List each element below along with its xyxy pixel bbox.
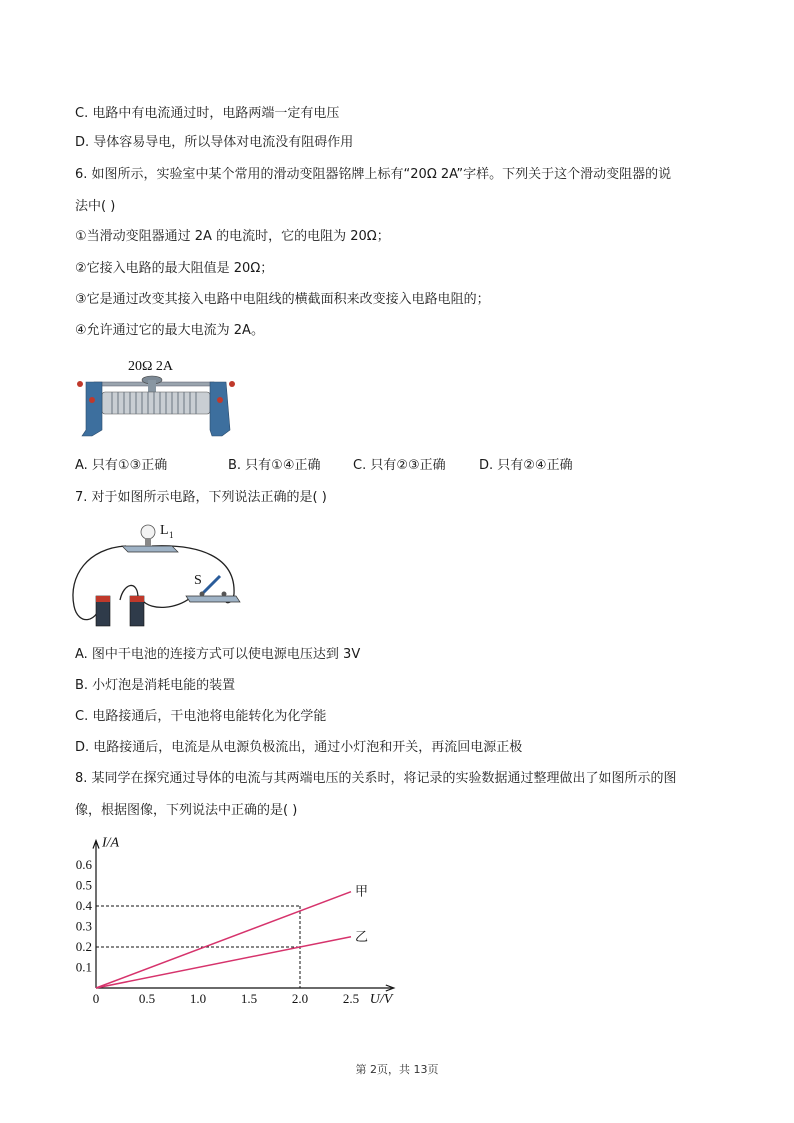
q6-option-a: A. 只有①③正确 [75, 458, 168, 473]
q7-option-c: C. 电路接通后，干电池将电能转化为化学能 [75, 709, 327, 724]
series-line [96, 937, 351, 988]
series-label: 甲 [355, 883, 369, 899]
iu-graph [60, 828, 393, 1008]
y-tick-label: 0.1 [75, 959, 92, 975]
lamp-label-subscript: 1 [169, 530, 174, 540]
q6-options [75, 458, 635, 474]
q6-option-b: B. 只有①④正确 [228, 458, 321, 473]
q6-statement-1: ①当滑动变阻器通过 2A 的电流时，它的电阻为 20Ω； [75, 229, 390, 244]
q6-stem-line2: 法中( ) [75, 199, 116, 214]
series-label: 乙 [355, 928, 369, 944]
circuit-figure [68, 516, 248, 636]
q6-option-d: D. 只有②④正确 [479, 458, 573, 473]
q7-option-d: D. 电路接通后，电流是从电源负极流出，通过小灯泡和开关，再流回电源正极 [75, 740, 523, 755]
page-footer: 第 2页，共 13页 [355, 1063, 439, 1076]
x-tick-label: 2.5 [342, 991, 360, 1006]
q6-statement-2: ②它接入电路的最大阻值是 20Ω； [75, 261, 274, 276]
x-tick-label: 0 [92, 991, 100, 1006]
y-axis-label: I/A [102, 835, 120, 851]
rheostat-figure [72, 352, 242, 442]
q7-stem: 7. 对于如图所示电路，下列说法正确的是( ) [75, 490, 327, 505]
lamp-label: L [160, 523, 169, 538]
q6-statement-3: ③它是通过改变其接入电路中电阻线的横截面积来改变接入电路电阻的； [75, 292, 490, 307]
q6-option-c: C. 只有②③正确 [353, 458, 446, 473]
q8-stem-line1: 8. 某同学在探究通过导体的电流与其两端电压的关系时，将记录的实验数据通过整理做出了如图所示的图 [75, 771, 677, 786]
x-tick-label: 2.0 [291, 991, 309, 1006]
x-tick-label: 1.0 [189, 991, 207, 1006]
y-tick-label: 0.3 [75, 918, 92, 934]
x-axis-label: U/V [369, 992, 393, 1007]
y-tick-label: 0.4 [75, 898, 92, 913]
q8-stem-line2: 像，根据图像，下列说法中正确的是( ) [75, 803, 298, 818]
x-tick-label: 1.5 [240, 991, 258, 1006]
q6-statement-4: ④允许通过它的最大电流为 2A。 [75, 323, 264, 338]
switch-label: S [194, 573, 202, 588]
y-tick-label: 0.6 [75, 857, 92, 872]
q6-stem-line1: 6. 如图所示，实验室中某个常用的滑动变阻器铭牌上标有“20Ω 2A”字样。下列关于这个滑动变阻器的说 [75, 167, 672, 182]
q5-option-d: D. 导体容易导电，所以导体对电流没有阻碍作用 [75, 135, 354, 150]
x-tick-label: 0.5 [138, 991, 156, 1006]
y-tick-label: 0.5 [75, 877, 92, 893]
q5-option-c: C. 电路中有电流通过时，电路两端一定有电压 [75, 106, 340, 121]
rheostat-label: 20Ω 2A [128, 359, 174, 374]
q7-option-b: B. 小灯泡是消耗电能的装置 [75, 678, 236, 693]
y-tick-label: 0.2 [75, 939, 92, 954]
q7-option-a: A. 图中干电池的连接方式可以使电源电压达到 3V [75, 647, 361, 662]
